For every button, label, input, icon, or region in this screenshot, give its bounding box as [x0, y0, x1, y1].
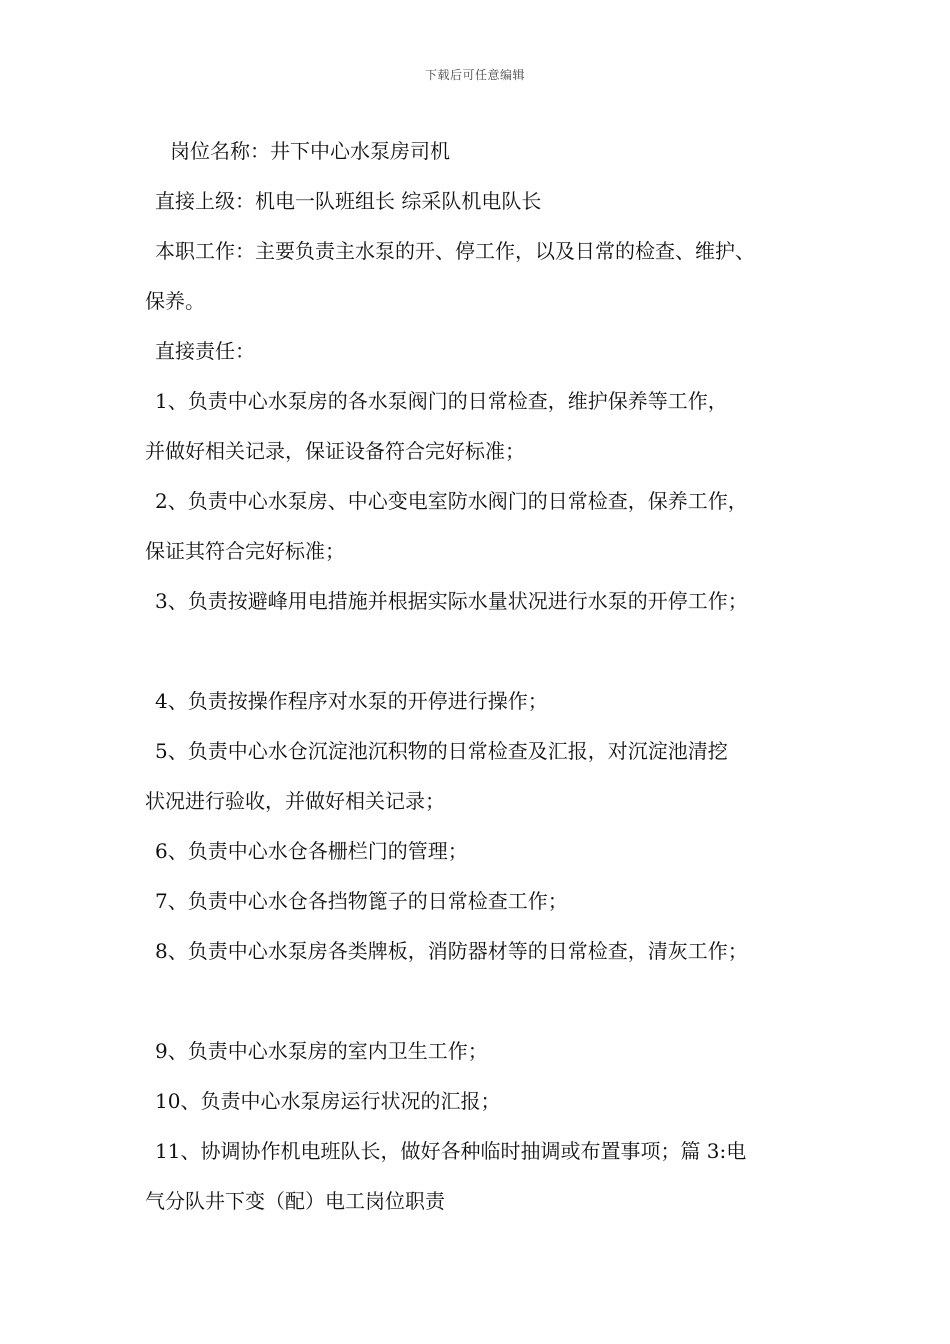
page-header: 下载后可任意编辑 — [424, 68, 525, 82]
supervisor-line: 直接上级：机电一队班组长 综采队机电队长 — [155, 189, 542, 213]
item-7: 7、负责中心水仓各挡物篦子的日常检查工作； — [155, 889, 568, 913]
duty-line: 本职工作：主要负责主水泵的开、停工作，以及日常的检查、维护、 — [155, 239, 755, 263]
item-2: 2、负责中心水泵房、中心变电室防水阀门的日常检查，保养工作， — [155, 489, 748, 513]
responsibilities-heading: 直接责任： — [155, 339, 255, 363]
job-title-line: 岗位名称：井下中心水泵房司机 — [170, 139, 450, 163]
item-1: 1、负责中心水泵房的各水泵阀门的日常检查，维护保养等工作， — [155, 389, 728, 413]
blank-line — [145, 632, 835, 682]
item-11-continued: 气分队井下变（配）电工岗位职责 — [145, 1189, 445, 1213]
document-body — [145, 132, 835, 1232]
item-1-continued: 并做好相关记录，保证设备符合完好标准； — [145, 439, 525, 463]
item-4: 4、负责按操作程序对水泵的开停进行操作； — [155, 689, 548, 713]
item-10: 10、负责中心水泵房运行状况的汇报； — [155, 1089, 501, 1113]
item-9: 9、负责中心水泵房的室内卫生工作； — [155, 1039, 488, 1063]
item-5: 5、负责中心水仓沉淀池沉积物的日常检查及汇报，对沉淀池清挖 — [155, 739, 728, 763]
item-5-continued: 状况进行验收，并做好相关记录； — [145, 789, 445, 813]
item-3: 3、负责按避峰用电措施并根据实际水量状况进行水泵的开停工作； — [155, 589, 748, 613]
item-2-continued: 保证其符合完好标准； — [145, 539, 345, 563]
item-6: 6、负责中心水仓各栅栏门的管理； — [155, 839, 468, 863]
blank-line — [145, 982, 835, 1032]
item-8: 8、负责中心水泵房各类牌板，消防器材等的日常检查，清灰工作； — [155, 939, 748, 963]
item-11: 11、协调协作机电班队长，做好各种临时抽调或布置事项；篇 3:电 — [155, 1139, 747, 1163]
duty-line-continued: 保养。 — [145, 289, 205, 313]
